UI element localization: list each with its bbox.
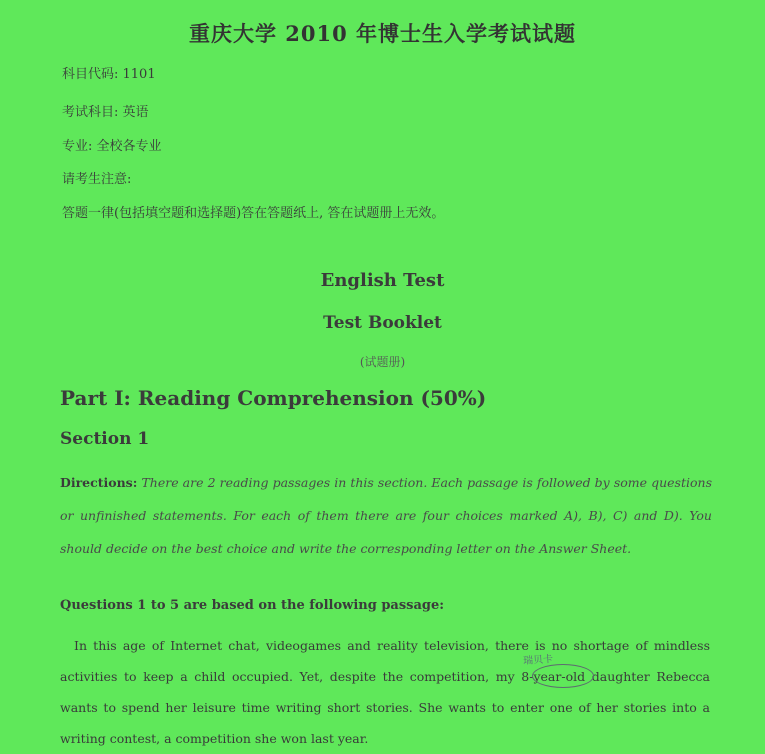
directions-label: Directions: [60, 475, 138, 490]
directions [60, 466, 712, 565]
questions-heading: Questions 1 to 5 are based on the following passage: [60, 598, 445, 613]
test-name: English Test [320, 270, 445, 291]
part-heading: Part I: Reading Comprehension (50%) [60, 386, 487, 410]
booklet-title: Test Booklet [323, 313, 442, 333]
booklet-subtitle: (试题册) [359, 355, 406, 369]
exam-subject: 考试科目: 英语 [62, 105, 149, 120]
exam-title: 重庆大学 2010 年博士生入学考试试题 [188, 21, 577, 46]
subject-code: 科目代码: 1101 [62, 67, 156, 82]
reading-passage: In this age of Internet chat, videogames and reality television, there is no shortage of mindless activities to keep a child occupied. Yet, despite the competition, my 8-year-old daughter Rebecca wants to spend her leisure time writing short stories. She wants to enter one of her stories into a writing contest, a competition she won last year. [60, 638, 710, 746]
section-heading: Section 1 [60, 429, 150, 449]
pencil-circle-mark [532, 664, 594, 688]
answer-instruction: 答题一律(包括填空题和选择题)答在答题纸上, 答在试题册上无效。 [62, 206, 445, 221]
handwritten-annotation: 瑞贝卡 [522, 653, 554, 668]
major: 专业: 全校各专业 [62, 139, 162, 154]
directions-text: There are 2 reading passages in this section. Each passage is followed by some questions or unfinished statements. For each of them there are four choices marked A), B), C) and D). You should decide on the best choice and write the corresponding letter on the Answer Sheet. [60, 475, 712, 556]
notice-label: 请考生注意: [62, 172, 132, 187]
